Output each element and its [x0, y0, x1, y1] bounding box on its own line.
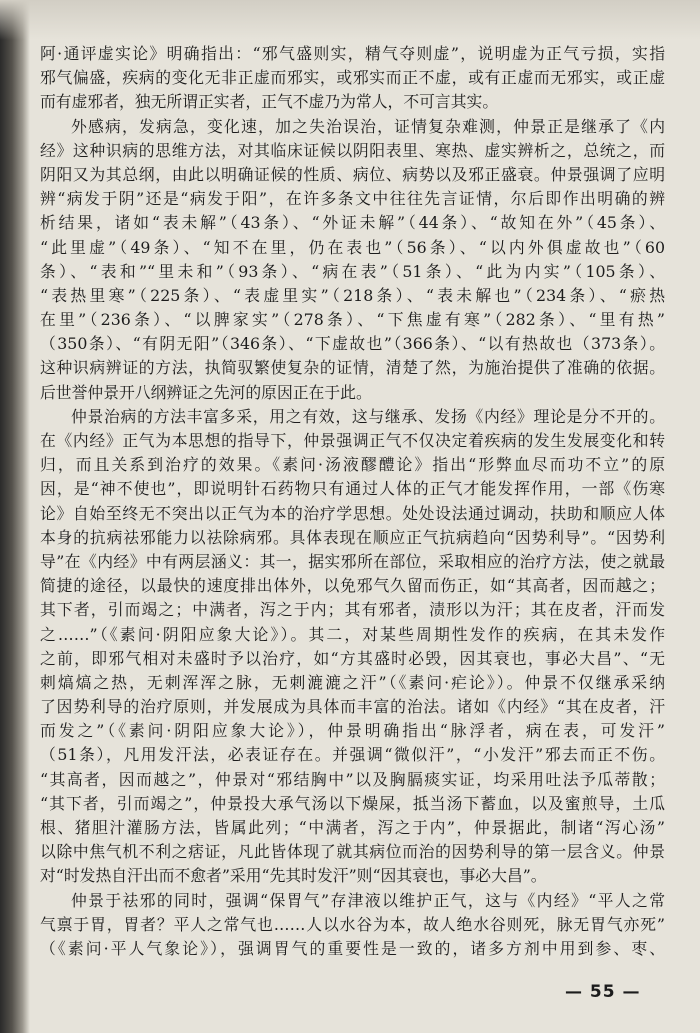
text-line: 对“时发热自汗出而不愈者”采用“先其时发汗”则“因其衰也，事必大昌”。: [40, 866, 547, 886]
text-line: 在《内经》正气为本思想的指导下，仲景强调正气不仅决定着疾病的发生发展变化和转: [40, 431, 665, 450]
text-line: 阴阳又为其总纲，由此以明确证候的性质、病位、病势以及邪正盛衰。仲景强调了应明: [40, 164, 665, 184]
text-line: 仲景治病的方法丰富多采，用之有效，这与继承、发扬《内经》理论是分不开的。: [71, 406, 665, 426]
text-line: “此里虚”（49条）、“知不在里，仍在表也”（56条）、“以内外俱虚故也”（60: [40, 237, 665, 257]
text-line: （《素问·平人气象论》），强调胃气的重要性是一致的，诸多方剂中用到参、枣、: [40, 938, 665, 958]
text-line: 外感病，发病急，变化速，加之失治误治，证情复杂难测，仲景正是继承了《内: [71, 116, 665, 136]
text-line: 本身的抗病祛邪能力以祛除病邪。具体表现在顺应正气抗病趋向“因势利导”。“因势利: [40, 527, 665, 547]
text-line: 根、猪胆汁灌肠方法，皆属此列；“中满者，泻之于内”，仲景据此，制诸“泻心汤”: [40, 818, 665, 837]
text-line: 导”在《内经》中有两层涵义：其一，据实邪所在部位，采取相应的治疗方法，使之就最: [40, 551, 665, 571]
page-top-shadow: [0, 0, 700, 40]
text-line: 了因势利导的治疗原则，并发展成为具体而丰富的治法。诸如《内经》“其在皮者，汗: [40, 697, 665, 717]
text-line: 阿·通评虚实论》明确指出：“邪气盛则实，精气夺则虚”，说明虚为正气亏损，实指: [40, 44, 665, 63]
text-line: “其高者，因而越之”，仲景对“邪结胸中”以及胸膈痰实证，均采用吐法予瓜蒂散；: [40, 769, 665, 789]
text-line: 而有虚邪者，独无所谓正实者，正气不虚乃为常人，不可言其实。: [40, 92, 499, 112]
text-line: （51条），凡用发汗法，必表证存在。并强调“微似汗”，“小发汗”邪去而正不伤。: [40, 745, 665, 765]
text-line: 辨“病发于阴”还是“病发于阳”，在许多条文中往往先言证情，尔后即作出明确的辨: [40, 189, 665, 209]
text-line: 以除中焦气机不利之痞证，凡此皆体现了就其病位而治的因势利导的第一层含义。仲景: [40, 842, 665, 862]
text-line: 经》这种识病的思维方法，对其临床证候以阴阳表里、寒热、虚实辨析之，总统之，而: [40, 140, 665, 160]
text-line: 邪气偏盛，疾病的变化无非正虚而邪实，或邪实而正不虚，或有正虚而无邪实，或正虚: [40, 68, 665, 88]
text-line: （350条）、“有阴无阳”（346条）、“下虚故也”（366条）、“以有热故也（373条）。: [40, 334, 665, 354]
text-line: 在里”（236条）、“以脾家实”（278条）、“下焦虚有寒”（282条）、“里有热”: [40, 310, 665, 330]
text-line: 而发之”（《素问·阴阳应象大论》），仲景明确指出“脉浮者，病在表，可发汗”: [40, 721, 665, 741]
text-line: 之前，即邪气相对未盛时予以治疗，如“方其盛时必毁，因其衰也，事必大昌”、“无: [40, 648, 665, 668]
text-line: 因，是“神不使也”，即说明针石药物只有通过人体的正气才能发挥作用，一部《伤寒: [40, 479, 665, 499]
text-line: 之……”（《素问·阴阳应象大论》）。其二，对某些周期性发作的疾病，在其未发作: [40, 624, 665, 644]
text-line: 仲景于祛邪的同时，强调“保胃气”存津液以维护正气，这与《内经》“平人之常: [71, 890, 665, 910]
text-line: 其下者，引而竭之；中满者，泻之于内；其有邪者，渍形以为汗；其在皮者，汗而发: [40, 600, 665, 620]
text-line: 刺熇熇之热，无刺浑浑之脉，无刺漉漉之汗”（《素问·疟论》）。仲景不仅继承采纳: [40, 672, 665, 692]
text-line: 后世誉仲景开八纲辨证之先河的原因正在于此。: [40, 382, 372, 402]
text-line: 这种识病辨证的方法，执简驭繁使复杂的证情，清楚了然，为施治提供了准确的依据。: [40, 358, 665, 378]
body-text: [40, 42, 665, 961]
page-edge-shadow: [0, 0, 30, 1033]
text-line: 析结果，诸如“表未解”（43条）、“外证未解”（44条）、“故知在外”（45条）、: [40, 213, 665, 233]
page-number: — 55 —: [565, 982, 641, 1002]
text-line: “其下者，引而竭之”，仲景投大承气汤以下燥屎，抵当汤下蓄血，以及蜜煎导，土瓜: [40, 793, 665, 813]
text-line: “表热里寒”（225条）、“表虚里实”（218条）、“表未解也”（234条）、“瘀热: [40, 285, 665, 305]
text-line: 条）、“表和”“里未和”（93条）、“病在表”（51条）、“此为内实”（105条）、: [40, 261, 665, 281]
text-line: 气禀于胃，胃者？平人之常气也……人以水谷为本，故人绝水谷则死，脉无胃气亦死”: [40, 914, 665, 934]
text-line: 简捷的途径，以最快的速度排出体外，以免邪气久留而伤正，如“其高者，因而越之；: [40, 576, 665, 596]
text-line: 归，而且关系到治疗的效果。《素问·汤液醪醴论》指出“形弊血尽而功不立”的原: [40, 455, 665, 475]
text-line: 论》自始至终无不突出以正气为本的治疗学思想。处处设法通过调动，扶助和顺应人体: [40, 503, 665, 523]
